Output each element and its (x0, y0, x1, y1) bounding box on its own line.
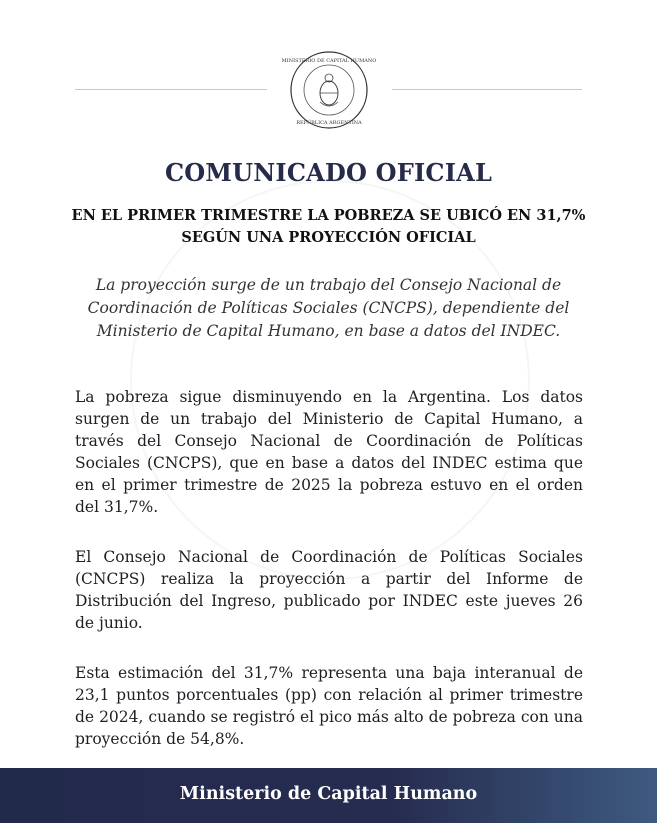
body-paragraph-2: El Consejo Nacional de Coordinación de Políticas Sociales (CNCPS) realiza la proyección a partir del Informe de Distribución del Ingreso, publicado por INDEC este jueves 26 de junio. (75, 548, 583, 632)
body-paragraph-3: Esta estimación del 31,7% representa una baja interanual de 23,1 puntos porcentuales (pp) con relación al primer trimestre de 2024, cuando se registró el pico más alto de pobreza con una proyección de 54,8%. (75, 664, 583, 748)
divider-right (392, 89, 582, 90)
seal-bottom-text: REPÚBLICA ARGENTINA (296, 120, 362, 126)
headline-line-2: SEGÚN UNA PROYECCIÓN OFICIAL (181, 229, 476, 246)
page-title: COMUNICADO OFICIAL (164, 158, 493, 187)
footer-banner: Ministerio de Capital Humano (0, 768, 657, 823)
headline (60, 205, 597, 249)
ministry-seal-icon (281, 50, 377, 130)
lead-paragraph: La proyección surge de un trabajo del Consejo Nacional de Coordinación de Políticas Sociales (CNCPS), dependiente del Ministerio de Capital Humano, en base a datos del INDEC. (87, 276, 570, 340)
seal-top-text: MINISTERIO DE CAPITAL HUMANO (281, 58, 377, 64)
headline-line-1: EN EL PRIMER TRIMESTRE LA POBREZA SE UBICÓ EN 31,7% (71, 207, 586, 224)
body-paragraph-1: La pobreza sigue disminuyendo en la Argentina. Los datos surgen de un trabajo del Ministerio de Capital Humano, a través del Consejo Nacional de Coordinación de Políticas Sociales (CNCPS), que en base a datos del INDEC estima que en el primer trimestre de 2025 la pobreza estuvo en el orden del 31,7%. (75, 388, 583, 516)
divider-left (75, 89, 267, 90)
